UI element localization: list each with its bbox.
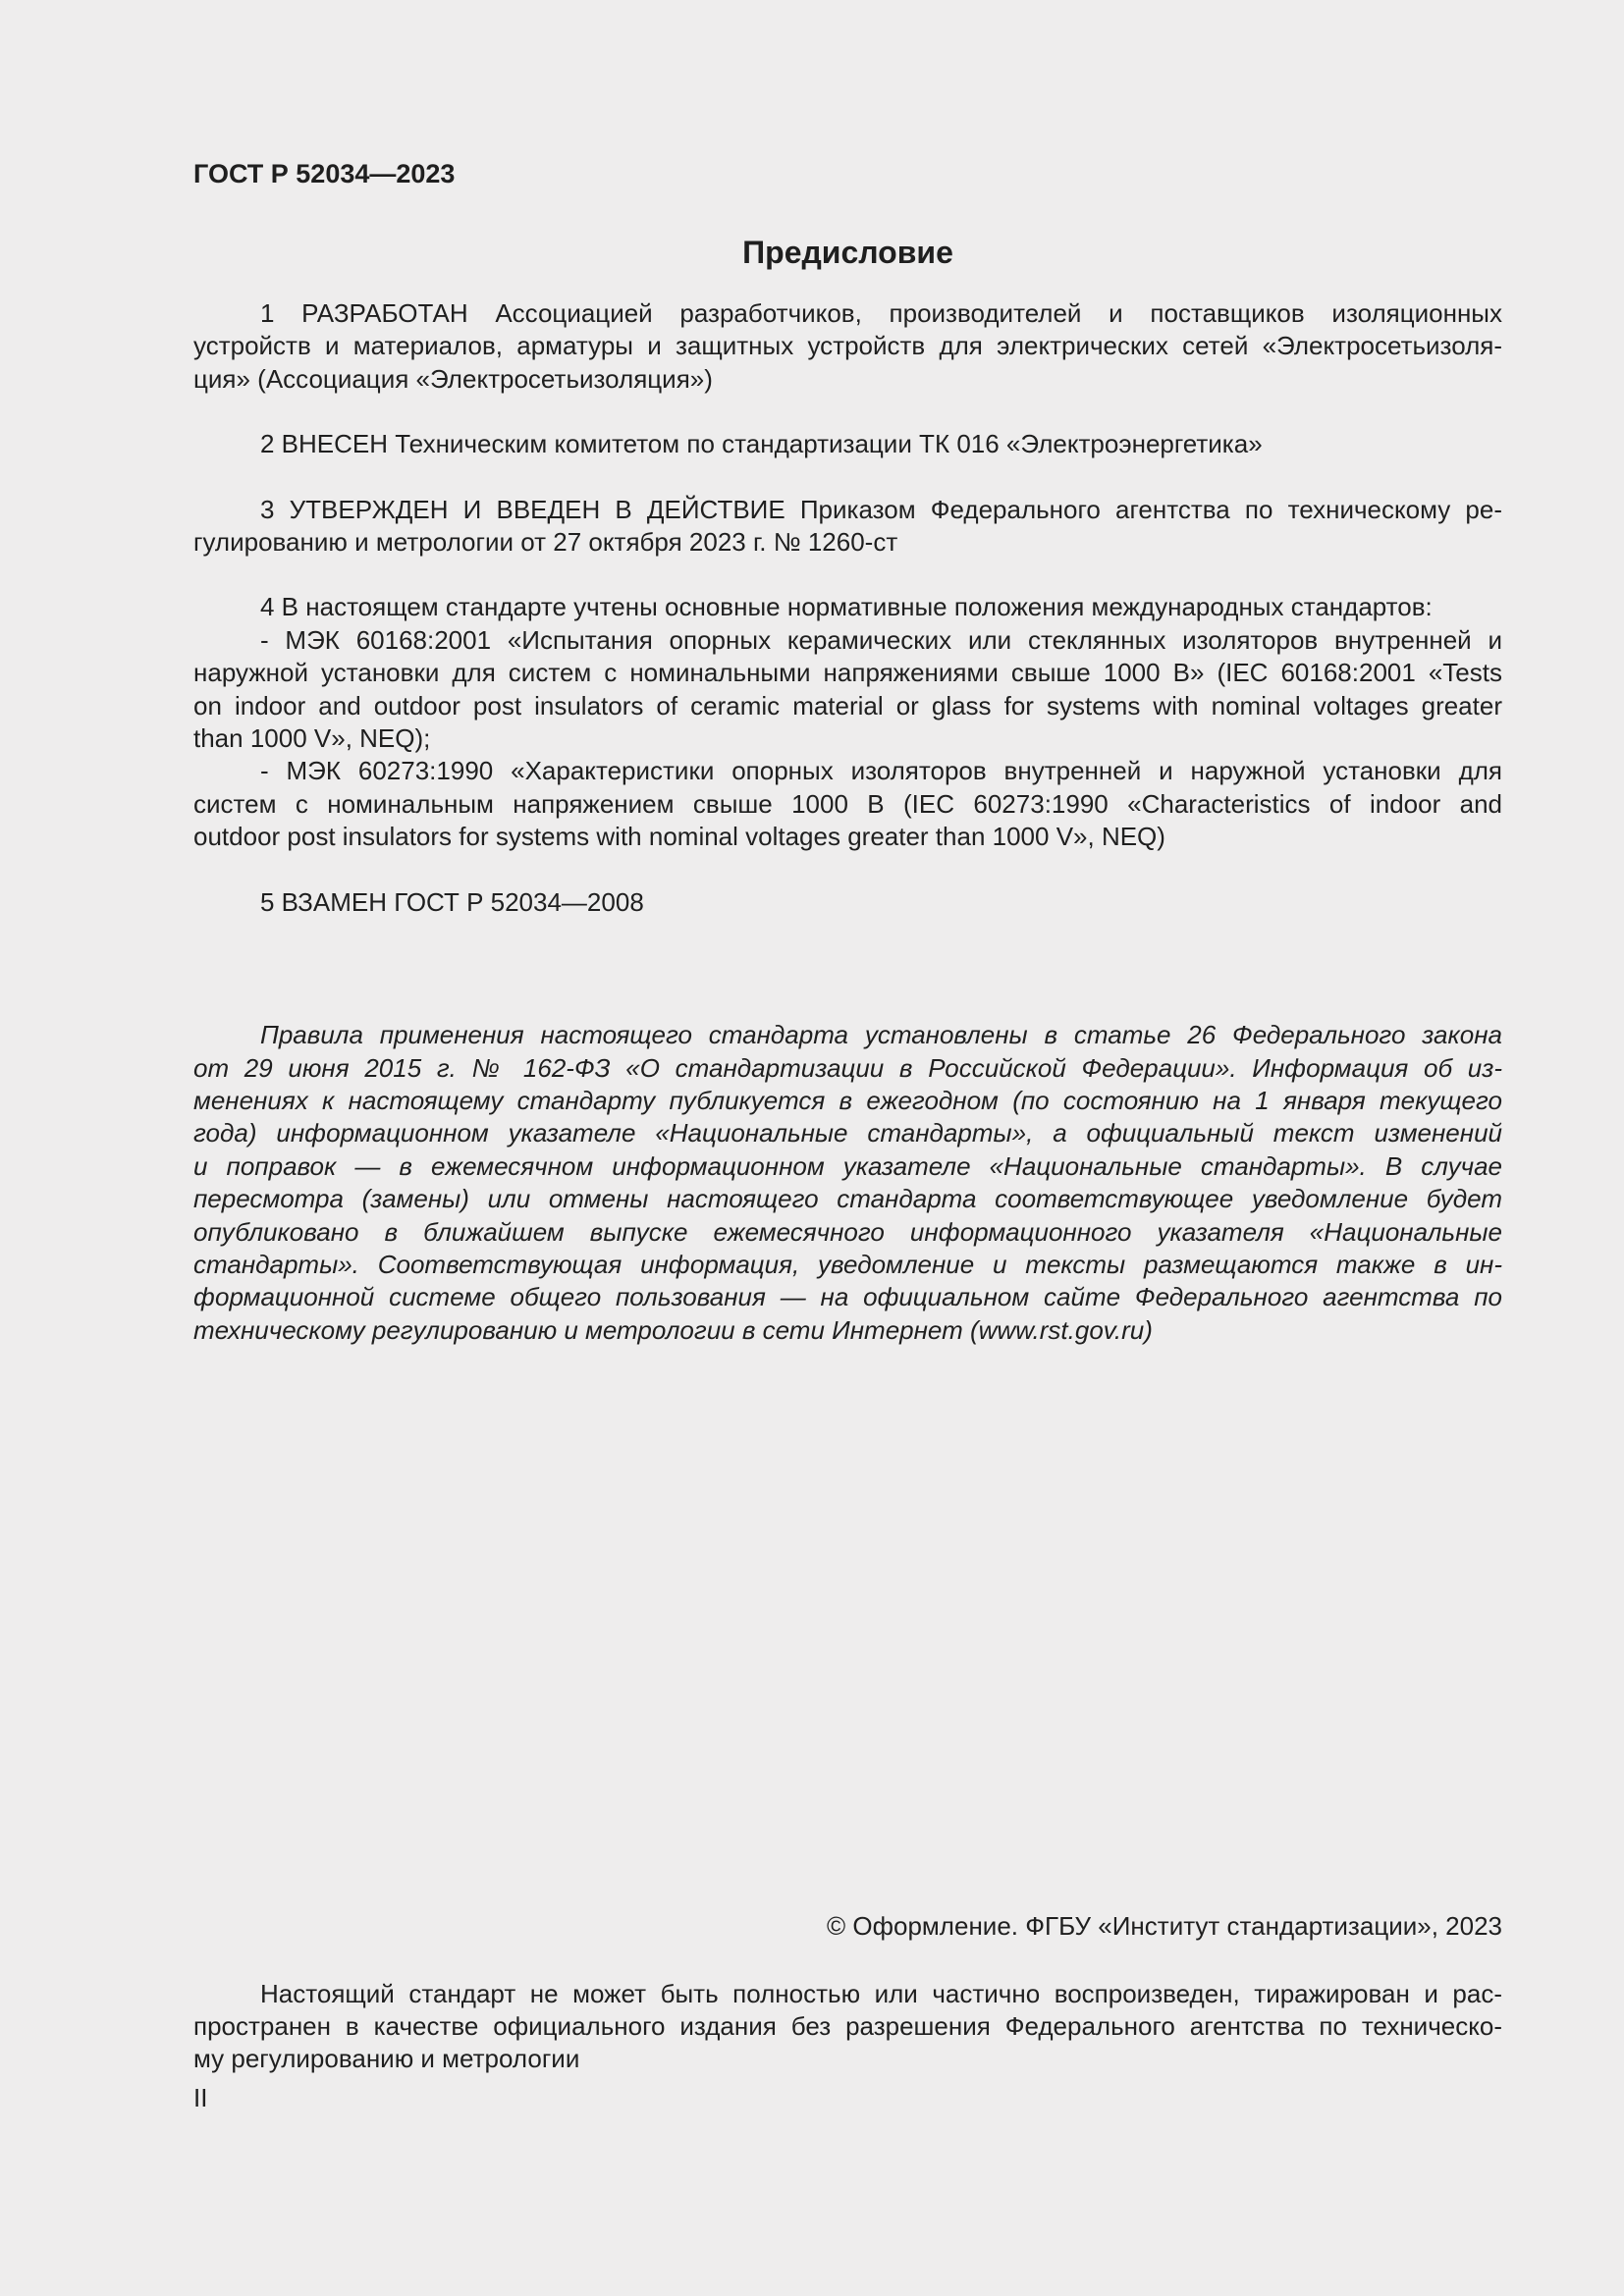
text-line: 4 В настоящем стандарте учтены основные нормативные положения международных стандартов: bbox=[260, 592, 1433, 622]
text-line: техническому регулированию и метрологии в сети Интернет (www.rst.gov.ru) bbox=[193, 1314, 1153, 1345]
text-line: стандарты». Соответствующая информация, уведомление и тексты размещаются также в ин- bbox=[193, 1249, 1502, 1279]
text-line: 1 РАЗРАБОТАН Ассоциацией разработчиков, производителей и поставщиков изоляционных bbox=[260, 298, 1502, 328]
text-line: 5 ВЗАМЕН ГОСТ Р 52034—2008 bbox=[260, 886, 644, 917]
legal-application-note bbox=[193, 1019, 1502, 1347]
text-line: 3 УТВЕРЖДЕН И ВВЕДЕН В ДЕЙСТВИЕ Приказом Федерального агентства по техническому ре- bbox=[260, 494, 1502, 524]
standard-ref-iec-60168 bbox=[193, 624, 1502, 756]
text-line: 2 ВНЕСЕН Техническим комитетом по стандартизации ТК 016 «Электроэнергетика» bbox=[260, 429, 1263, 459]
text-line: формационной системе общего пользования — на официальном сайте Федерального агентства по bbox=[193, 1282, 1502, 1312]
text-line: му регулированию и метрологии bbox=[193, 2044, 580, 2074]
text-line: пространен в качестве официального издания без разрешения Федерального агентства по техническо- bbox=[193, 2010, 1502, 2041]
doc-code: ГОСТ Р 52034—2023 bbox=[193, 159, 456, 188]
text-line: систем с номинальным напряжением свыше 1000 В (IEC 60273:1990 «Characteristics of indoor and bbox=[193, 788, 1502, 819]
text-line: от 29 июня 2015 г. № 162-ФЗ «О стандартизации в Российской Федерации». Информация об из- bbox=[193, 1052, 1502, 1083]
text-line: устройств и материалов, арматуры и защитных устройств для электрических сетей «Электросетьизоля- bbox=[193, 331, 1502, 361]
foreword-paragraph-international-intro bbox=[193, 591, 1502, 623]
text-line: outdoor post insulators for systems with nominal voltages greater than 1000 V», NEQ) bbox=[193, 822, 1165, 852]
text-line: than 1000 V», NEQ); bbox=[193, 723, 431, 754]
standard-ref-iec-60273 bbox=[193, 755, 1502, 853]
text-line: менениях к настоящему стандарту публикуется в ежегодном (по состоянию на 1 января текущего bbox=[193, 1085, 1502, 1115]
text-line: - МЭК 60273:1990 «Характеристики опорных изоляторов внутренней и наружной установки для bbox=[260, 756, 1502, 786]
reproduction-restriction-note bbox=[193, 1978, 1502, 2076]
text-line: гулированию и метрологии от 27 октября 2023 г. № 1260-ст bbox=[193, 527, 898, 558]
text-line: on indoor and outdoor post insulators of ceramic material or glass for systems with nominal voltages greater bbox=[193, 690, 1502, 721]
text-line: года) информационном указателе «Национальные стандарты», а официальный текст изменений bbox=[193, 1118, 1502, 1148]
text-line: наружной установки для систем с номинальными напряжениями свыше 1000 В» (IEC 60168:2001 «Tests bbox=[193, 658, 1502, 688]
text-line: ция» (Ассоциация «Электросетьизоляция») bbox=[193, 363, 713, 394]
foreword-paragraph-replaces bbox=[193, 886, 1502, 919]
text-line: Настоящий стандарт не может быть полностью или частично воспроизведен, тиражирован и рас- bbox=[260, 1978, 1502, 2008]
text-line: и поправок — в ежемесячном информационном указателе «Национальные стандарты». В случае bbox=[193, 1150, 1502, 1181]
foreword-paragraph-approved bbox=[193, 494, 1502, 560]
foreword-paragraph-submitted bbox=[193, 428, 1502, 460]
copyright-line: © Оформление. ФГБУ «Институт стандартизации», 2023 bbox=[827, 1911, 1502, 1942]
page-number: II bbox=[193, 2082, 208, 2112]
text-line: - МЭК 60168:2001 «Испытания опорных керамических или стеклянных изоляторов внутренней и bbox=[260, 624, 1502, 655]
text-line: опубликовано в ближайшем выпуске ежемесячного информационного указателя «Национальные bbox=[193, 1216, 1502, 1247]
foreword-paragraph-developed bbox=[193, 297, 1502, 396]
text-line: Правила применения настоящего стандарта установлены в статье 26 Федерального закона bbox=[260, 1020, 1502, 1050]
page-title: Предисловие bbox=[742, 235, 953, 270]
text-line: пересмотра (замены) или отмены настоящего стандарта соответствующее уведомление будет bbox=[193, 1184, 1502, 1214]
